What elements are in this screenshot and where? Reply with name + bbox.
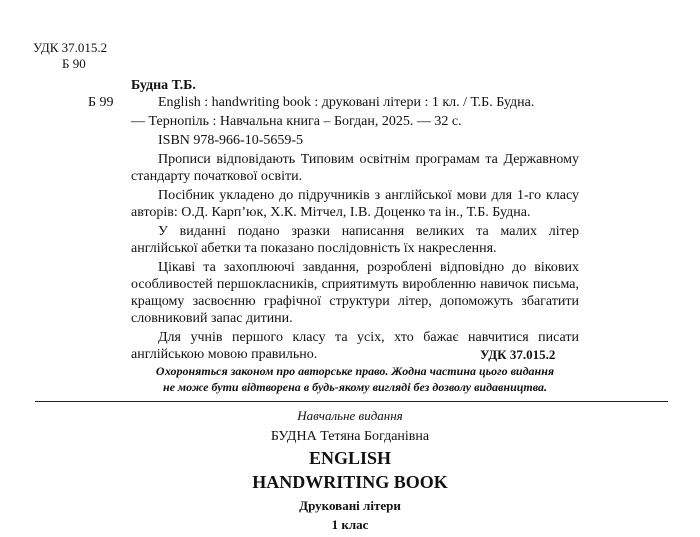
book-title-line-1: ENGLISH [308,448,392,468]
book-title-line-2: HANDWRITING BOOK [252,472,448,492]
udk-code-bottom: УДК 37.015.2 [480,347,556,362]
book-subtitle: Друковані літери [299,498,401,513]
bibliographic-line-1: English : handwriting book : друковані літери : 1 кл. / Т.Б. Будна. [158,95,535,110]
author-full-name: БУДНА Тетяна Богданівна [270,429,430,444]
copyright-notice [130,363,580,395]
author-heading: Будна Т.Б. [131,78,196,93]
annotation-paragraph: Для учнів першого класу та усіх, хто бажає навчитися писати англійською мовою правильно. [131,330,579,362]
bibliographic-line-2: — Тернопіль : Навчальна книга – Богдан, 2025. — 32 с. [131,114,462,129]
edition-type: Навчальне видання [297,408,403,423]
annotation [131,151,579,365]
bbk-code-top: Б 90 [62,56,86,71]
copyright-line-2: не може бути відтворена в будь-якому вигляді без дозволу видавництва. [162,380,548,394]
annotation-paragraph: Цікаві та захоплюючі завдання, розроблені відповідно до вікових особливостей першокласників, сприятимуть виробленню навичок письма, кращому засвоєнню графічної структури літер, допоможуть збагатити словниковий запас дитини. [131,260,579,326]
author-mark: Б 99 [88,95,114,110]
copyright-line-1: Охороняться законом про авторське право. Жодна частина цього видання [155,364,555,378]
isbn: ISBN 978-966-10-5659-5 [158,133,304,148]
udk-code-top: УДК 37.015.2 [33,40,108,55]
grade-level: 1 клас [331,517,369,532]
annotation-paragraph: Посібник укладено до підручників з англійської мови для 1-го класу авторів: О.Д. Карп’юк, Х.К. Мітчел, І.В. Доценко та ін., Т.Б. Будна. [131,188,579,220]
annotation-paragraph: У виданні подано зразки написання великих та малих літер англійської абетки та показано послідовність їх накреслення. [131,224,579,256]
annotation-paragraph: Прописи відповідають Типовим освітнім програмам та Державному стандарту початкової освіти. [131,152,579,184]
divider [35,401,668,402]
